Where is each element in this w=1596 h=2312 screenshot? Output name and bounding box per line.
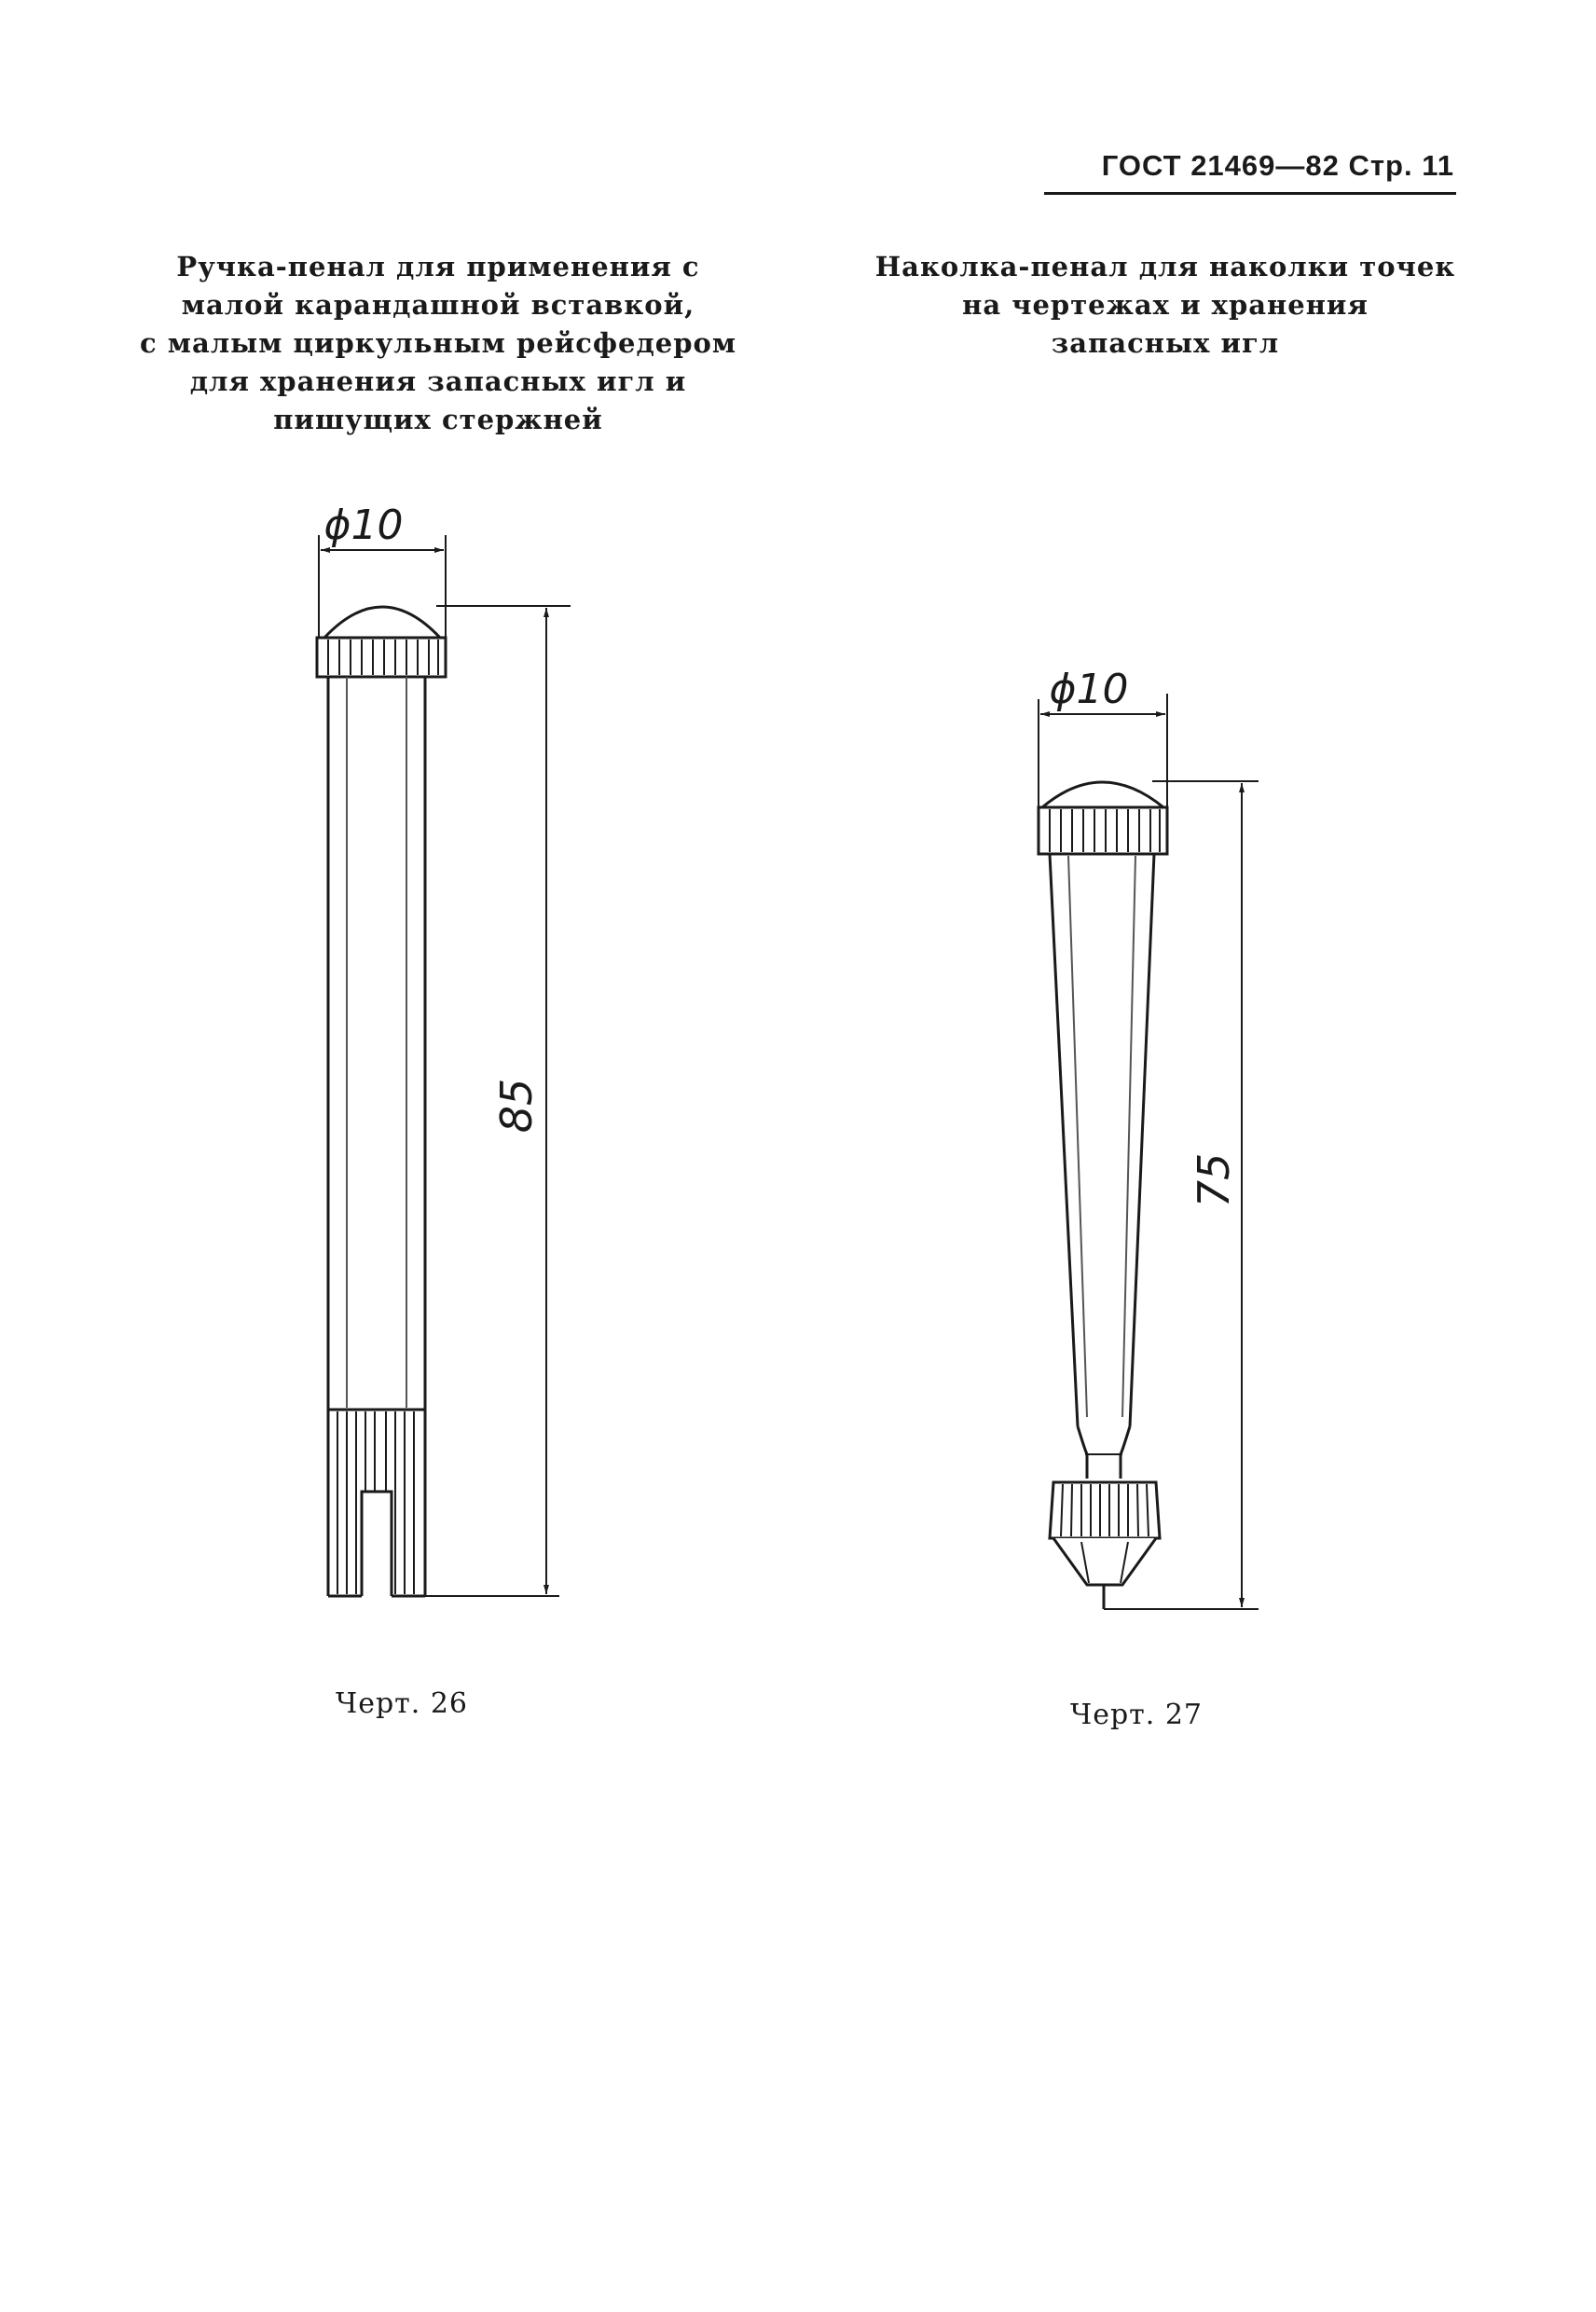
- caption-line: Ручка-пенал для применения с: [176, 251, 700, 282]
- caption-line: запасных игл: [1051, 327, 1280, 359]
- figure-label-27: Черт. 27: [1070, 1699, 1203, 1731]
- page-header: ГОСТ 21469—82 Стр. 11: [1101, 149, 1454, 182]
- drawing-26-pen-case: [317, 607, 446, 1596]
- cone-tip: [1053, 1538, 1156, 1585]
- caption-line: пишущих стержней: [273, 404, 603, 435]
- caption-line: малой карандашной вставкой,: [181, 289, 695, 321]
- caption-line: для хранения запасных игл и: [189, 365, 687, 397]
- taper-left-edge: [1050, 854, 1078, 1426]
- length-label-26: 85: [491, 1078, 542, 1134]
- diameter-label-27: ϕ10: [1049, 666, 1129, 713]
- slot: [362, 1492, 392, 1596]
- neck: [1078, 1426, 1130, 1479]
- length-label-27: 75: [1189, 1152, 1239, 1208]
- lower-knurl: [337, 1411, 414, 1594]
- diameter-label-26: ϕ10: [323, 502, 404, 549]
- caption-line: с малым циркульным рейсфедером: [140, 327, 737, 359]
- dome-cap: [1042, 782, 1163, 807]
- knurled-nut: [1050, 1482, 1160, 1538]
- drawing-27-pricker-case: [1039, 782, 1167, 1609]
- figure-label-26: Черт. 26: [336, 1687, 468, 1720]
- knurled-cap: [1039, 807, 1167, 854]
- caption-line: на чертежах и хранения: [962, 289, 1369, 321]
- dome-cap: [324, 607, 440, 638]
- caption-line: Наколка-пенал для наколки точек: [874, 251, 1456, 282]
- knurled-cap: [317, 638, 446, 677]
